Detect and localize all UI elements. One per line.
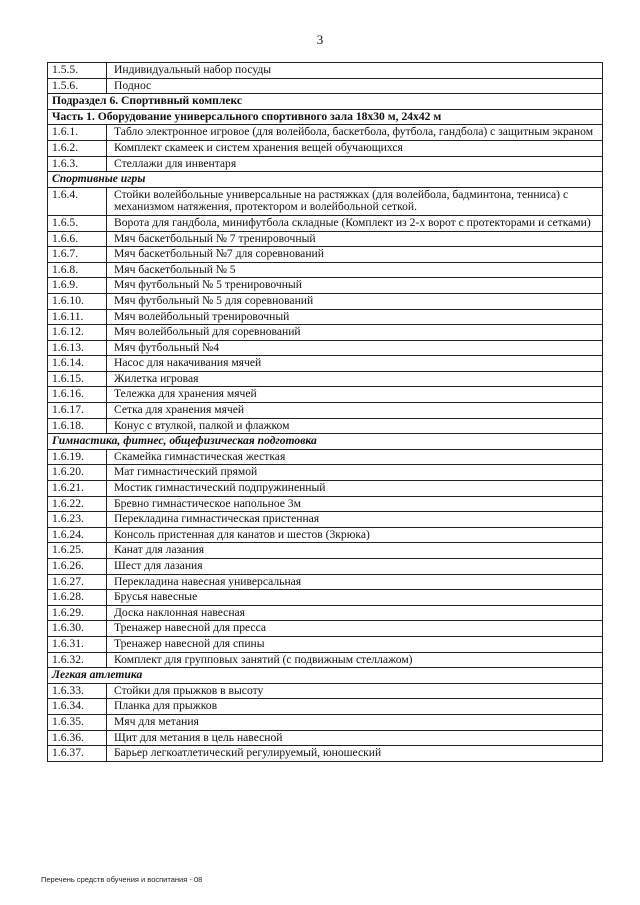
item-number: 1.6.26. — [48, 559, 107, 575]
item-number: 1.6.21. — [48, 481, 107, 497]
item-name: Мяч волейбольный для соревнований — [107, 325, 603, 341]
page-number: 3 — [316, 32, 324, 47]
item-name: Шест для лазания — [107, 559, 603, 575]
item-name: Поднос — [107, 78, 603, 94]
category-heading: Спортивные игры — [48, 172, 603, 188]
category-heading: Легкая атлетика — [48, 668, 603, 684]
item-number: 1.6.17. — [48, 403, 107, 419]
item-name: Мат гимнастический прямой — [107, 465, 603, 481]
table-row — [48, 278, 603, 294]
item-name: Щит для метания в цель навесной — [107, 730, 603, 746]
item-name: Индивидуальный набор посуды — [107, 63, 603, 79]
table-row — [48, 356, 603, 372]
item-number: 1.6.29. — [48, 605, 107, 621]
item-number: 1.6.35. — [48, 714, 107, 730]
item-name: Тренажер навесной для спины — [107, 636, 603, 652]
table-row — [48, 78, 603, 94]
item-name: Доска наклонная навесная — [107, 605, 603, 621]
table-row — [48, 590, 603, 606]
item-name: Мяч баскетбольный №7 для соревнований — [107, 247, 603, 263]
item-name: Насос для накачивания мячей — [107, 356, 603, 372]
table-row — [48, 231, 603, 247]
item-name: Комплект скамеек и систем хранения вещей обучающихся — [107, 140, 603, 156]
table-row — [48, 125, 603, 141]
table-row — [48, 325, 603, 341]
item-number: 1.6.18. — [48, 418, 107, 434]
item-name: Стойки волейбольные универсальные на растяжках (для волейбола, бадминтона, тенниса) с механизмом натяжения, протектором и волейбольной сеткой. — [107, 187, 603, 215]
item-number: 1.6.15. — [48, 371, 107, 387]
table-row — [48, 465, 603, 481]
item-number: 1.6.7. — [48, 247, 107, 263]
item-name: Стеллажи для инвентаря — [107, 156, 603, 172]
item-number: 1.6.36. — [48, 730, 107, 746]
item-name: Барьер легкоатлетический регулируемый, юношеский — [107, 746, 603, 762]
item-number: 1.6.11. — [48, 309, 107, 325]
item-number: 1.6.31. — [48, 636, 107, 652]
table-row — [48, 699, 603, 715]
item-number: 1.6.14. — [48, 356, 107, 372]
item-number: 1.6.23. — [48, 512, 107, 528]
item-name: Ворота для гандбола, минифутбола складные (Комплект из 2-х ворот с протекторами и сетками) — [107, 215, 603, 231]
item-name: Канат для лазания — [107, 543, 603, 559]
item-number: 1.6.6. — [48, 231, 107, 247]
item-number: 1.6.10. — [48, 293, 107, 309]
table-row — [48, 605, 603, 621]
item-number: 1.6.32. — [48, 652, 107, 668]
equipment-table — [47, 62, 603, 762]
table-row — [48, 215, 603, 231]
category-row — [48, 434, 603, 450]
table-row — [48, 387, 603, 403]
item-number: 1.6.28. — [48, 590, 107, 606]
table-row — [48, 262, 603, 278]
item-number: 1.6.1. — [48, 125, 107, 141]
equipment-table-body — [48, 63, 603, 762]
item-name: Мяч волейбольный тренировочный — [107, 309, 603, 325]
item-number: 1.6.12. — [48, 325, 107, 341]
item-name: Мяч футбольный № 5 тренировочный — [107, 278, 603, 294]
table-row — [48, 418, 603, 434]
item-number: 1.6.37. — [48, 746, 107, 762]
item-number: 1.6.24. — [48, 527, 107, 543]
table-row — [48, 293, 603, 309]
item-number: 1.6.33. — [48, 683, 107, 699]
item-name: Табло электронное игровое (для волейбола, баскетбола, футбола, гандбола) с защитным экраном — [107, 125, 603, 141]
item-number: 1.5.5. — [48, 63, 107, 79]
page-footer: Перечень средств обучения и воспитания - 08 — [41, 875, 203, 884]
item-number: 1.6.9. — [48, 278, 107, 294]
item-number: 1.6.5. — [48, 215, 107, 231]
item-number: 1.6.25. — [48, 543, 107, 559]
item-number: 1.6.8. — [48, 262, 107, 278]
item-number: 1.6.19. — [48, 449, 107, 465]
item-name: Комплект для групповых занятий (с подвижным стеллажом) — [107, 652, 603, 668]
item-name: Тележка для хранения мячей — [107, 387, 603, 403]
table-row — [48, 309, 603, 325]
item-number: 1.6.16. — [48, 387, 107, 403]
item-name: Брусья навесные — [107, 590, 603, 606]
item-name: Жилетка игровая — [107, 371, 603, 387]
item-name: Сетка для хранения мячей — [107, 403, 603, 419]
section-heading: Часть 1. Оборудование универсального спортивного зала 18х30 м, 24х42 м — [48, 109, 603, 125]
table-row — [48, 140, 603, 156]
table-row — [48, 371, 603, 387]
table-row — [48, 559, 603, 575]
item-name: Стойки для прыжков в высоту — [107, 683, 603, 699]
table-row — [48, 481, 603, 497]
table-row — [48, 527, 603, 543]
table-row — [48, 63, 603, 79]
item-name: Мяч баскетбольный № 5 — [107, 262, 603, 278]
item-name: Мостик гимнастический подпружиненный — [107, 481, 603, 497]
table-row — [48, 340, 603, 356]
table-row — [48, 496, 603, 512]
item-name: Перекладина навесная универсальная — [107, 574, 603, 590]
table-row — [48, 247, 603, 263]
item-name: Тренажер навесной для пресса — [107, 621, 603, 637]
item-number: 1.6.13. — [48, 340, 107, 356]
category-row — [48, 668, 603, 684]
section-heading-row — [48, 109, 603, 125]
table-row — [48, 543, 603, 559]
table-row — [48, 683, 603, 699]
item-number: 1.6.22. — [48, 496, 107, 512]
category-row — [48, 172, 603, 188]
item-number: 1.6.4. — [48, 187, 107, 215]
table-row — [48, 621, 603, 637]
item-name: Скамейка гимнастическая жесткая — [107, 449, 603, 465]
item-number: 1.6.3. — [48, 156, 107, 172]
table-row — [48, 449, 603, 465]
category-heading: Гимнастика, фитнес, общефизическая подготовка — [48, 434, 603, 450]
item-number: 1.6.20. — [48, 465, 107, 481]
table-row — [48, 187, 603, 215]
item-name: Мяч баскетбольный № 7 тренировочный — [107, 231, 603, 247]
section-heading: Подраздел 6. Спортивный комплекс — [48, 94, 603, 110]
table-row — [48, 714, 603, 730]
item-number: 1.6.34. — [48, 699, 107, 715]
section-heading-row — [48, 94, 603, 110]
item-name: Конус с втулкой, палкой и флажком — [107, 418, 603, 434]
table-row — [48, 512, 603, 528]
item-name: Мяч для метания — [107, 714, 603, 730]
table-row — [48, 730, 603, 746]
table-row — [48, 636, 603, 652]
table-row — [48, 403, 603, 419]
item-name: Консоль пристенная для канатов и шестов (3крюка) — [107, 527, 603, 543]
item-number: 1.6.27. — [48, 574, 107, 590]
item-name: Мяч футбольный № 5 для соревнований — [107, 293, 603, 309]
item-name: Бревно гимнастическое напольное 3м — [107, 496, 603, 512]
item-number: 1.6.2. — [48, 140, 107, 156]
table-row — [48, 652, 603, 668]
item-name: Планка для прыжков — [107, 699, 603, 715]
item-number: 1.5.6. — [48, 78, 107, 94]
table-row — [48, 746, 603, 762]
table-row — [48, 156, 603, 172]
table-row — [48, 574, 603, 590]
item-number: 1.6.30. — [48, 621, 107, 637]
item-name: Мяч футбольный №4 — [107, 340, 603, 356]
item-name: Перекладина гимнастическая пристенная — [107, 512, 603, 528]
